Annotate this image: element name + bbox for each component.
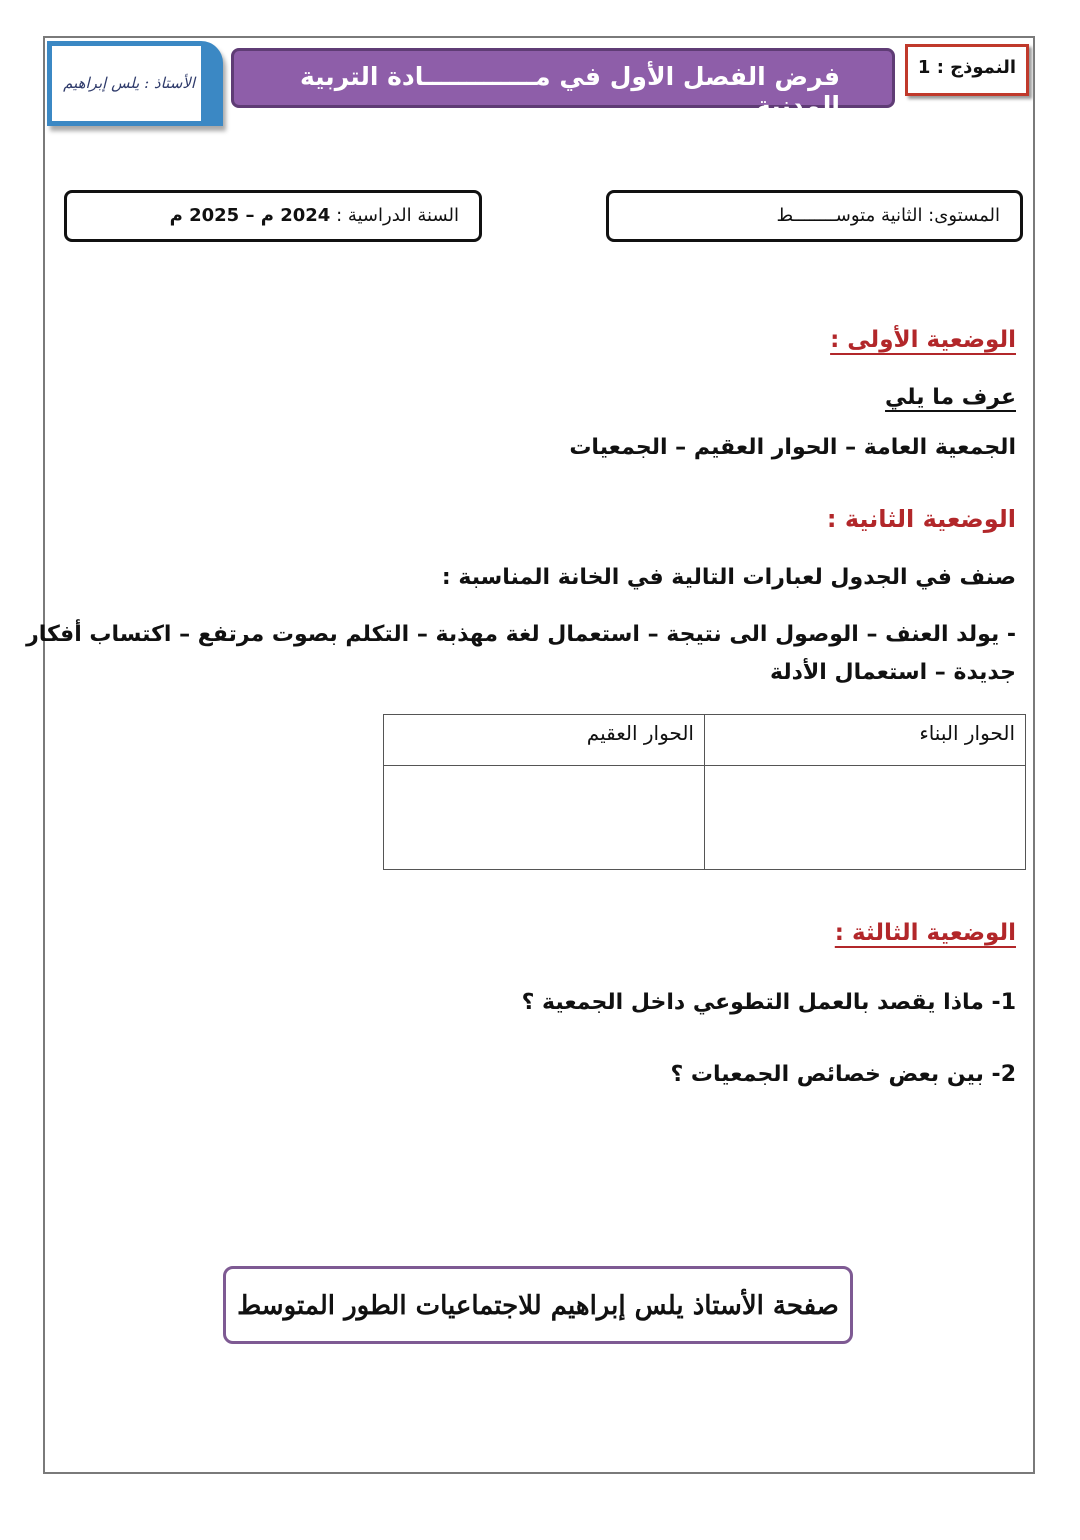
level-text: المستوى: الثانية متوســــــــط bbox=[776, 205, 1000, 226]
exam-title-banner bbox=[231, 48, 895, 120]
question-1: 1- ماذا يقصد بالعمل التطوعي داخل الجمعية ؟ bbox=[521, 990, 1016, 1015]
table-cell-sterile bbox=[384, 766, 705, 870]
section3-heading: الوضعية الثالثة : bbox=[834, 920, 1016, 946]
table-cell-constructive bbox=[705, 766, 1026, 870]
teacher-badge bbox=[47, 41, 223, 126]
teacher-name: الأستاذ : يلس إبراهيم bbox=[52, 46, 201, 121]
school-year-label: السنة الدراسية : bbox=[336, 205, 459, 226]
table-header-row bbox=[384, 715, 1026, 766]
table-answer-row bbox=[384, 766, 1026, 870]
level-box bbox=[606, 190, 1023, 242]
section2-heading: الوضعية الثانية : bbox=[826, 505, 1016, 533]
footer-box bbox=[223, 1266, 853, 1344]
classification-table bbox=[383, 714, 1026, 870]
section1-heading: الوضعية الأولى : bbox=[830, 327, 1016, 353]
section2-instruction: صنف في الجدول لعبارات التالية في الخانة المناسبة : bbox=[441, 565, 1016, 590]
school-year-box bbox=[64, 190, 482, 242]
section2-items-line2: جديدة – استعمال الأدلة bbox=[770, 660, 1016, 685]
table-header-sterile: الحوار العقيم bbox=[384, 715, 705, 766]
section2-items-line1: - يولد العنف – الوصول الى نتيجة – استعمال لغة مهذبة – التكلم بصوت مرتفع – اكتساب أفكار bbox=[26, 622, 1016, 647]
question-2: 2- بين بعض خصائص الجمعيات ؟ bbox=[670, 1062, 1016, 1087]
table-header-constructive: الحوار البناء bbox=[705, 715, 1026, 766]
section1-terms: الجمعية العامة – الحوار العقيم – الجمعيات bbox=[569, 435, 1016, 460]
section1-instruction: عرف ما يلي bbox=[885, 385, 1016, 410]
exam-title: فرض الفصل الأول في مـــــــــــــادة التربية المدنية bbox=[299, 62, 840, 120]
school-year-value: 2024 م – 2025 م bbox=[169, 205, 331, 226]
model-number-box bbox=[905, 44, 1029, 96]
model-number-label: النموذج : 1 bbox=[917, 57, 1016, 78]
footer-text: صفحة الأستاذ يلس إبراهيم للاجتماعيات الطور المتوسط bbox=[237, 1291, 839, 1321]
